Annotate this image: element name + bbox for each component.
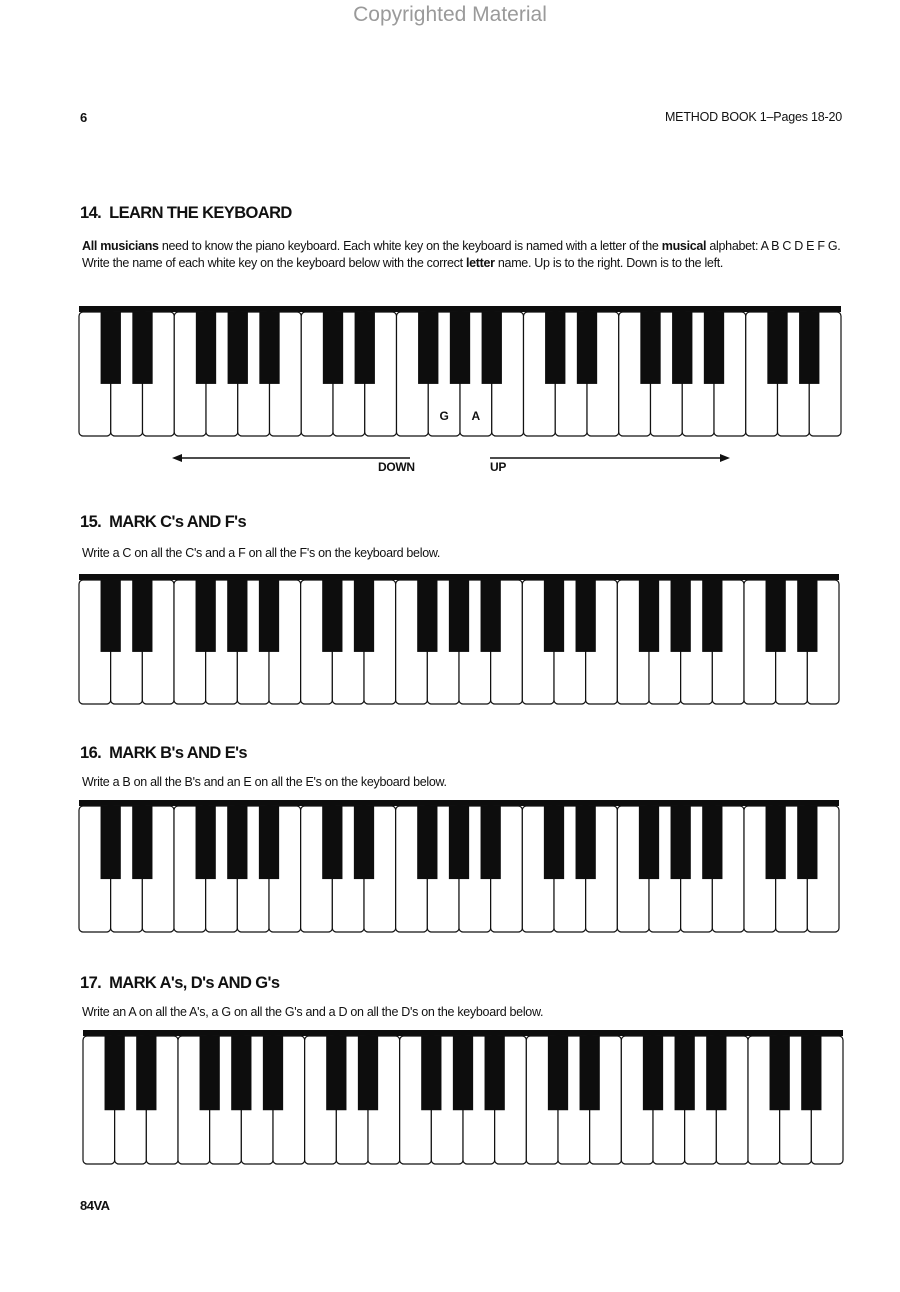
black-key [355, 312, 375, 384]
black-key [417, 580, 437, 652]
section-15-text: Write a C on all the C's and a F on all the F's on the keyboard below. [82, 546, 441, 560]
footer-code: 84VA [80, 1198, 110, 1213]
section-title-text: MARK B's AND E's [109, 744, 248, 762]
black-key [545, 312, 565, 384]
black-key [196, 806, 216, 879]
black-key [263, 1036, 283, 1110]
black-key [639, 806, 659, 879]
section-16-title [80, 744, 247, 763]
black-key [227, 806, 247, 879]
black-key [675, 1036, 695, 1110]
page-number: 6 [80, 110, 88, 125]
section-title-text: LEARN THE KEYBOARD [109, 204, 292, 222]
black-key [548, 1036, 568, 1110]
black-key [672, 312, 692, 384]
black-key [643, 1036, 663, 1110]
black-key [449, 580, 469, 652]
black-key [418, 312, 438, 384]
black-key [453, 1036, 473, 1110]
black-key [231, 1036, 251, 1110]
black-key [544, 580, 564, 652]
black-key [671, 806, 691, 879]
down-arrow-head [172, 454, 182, 462]
black-key [358, 1036, 378, 1110]
black-key [576, 806, 596, 879]
black-key [228, 312, 248, 384]
black-key [259, 580, 279, 652]
section-17-text: Write an A on all the A's, a G on all the G's and a D on all the D's on the keyboard below. [82, 1005, 544, 1019]
black-key [702, 806, 722, 879]
black-key [797, 580, 817, 652]
black-key [196, 312, 216, 384]
up-arrow-head [720, 454, 730, 462]
black-key [799, 312, 819, 384]
section-15-title [80, 513, 246, 532]
black-key [354, 580, 374, 652]
section-14-text: All musicians need to know the piano keyboard. Each white key on the keyboard is named with a letter of the musical alphabet: A B C D E F G. Write the name of each white key on the keyboard below with the correct letter name. Up is to the right. Down is to the left. [82, 239, 841, 270]
black-key [322, 580, 342, 652]
section-title-text: MARK C's AND F's [109, 513, 247, 531]
black-key [544, 806, 564, 879]
black-key [259, 312, 279, 384]
copyright-watermark: Copyrighted Material [353, 3, 547, 26]
black-key [766, 806, 786, 879]
direction-up-label: UP [490, 460, 507, 474]
keyboard-section-17 [82, 1030, 844, 1166]
black-key [704, 312, 724, 384]
section-number: 16. [80, 744, 102, 762]
black-key [200, 1036, 220, 1110]
section-17-title [80, 974, 279, 993]
black-key [421, 1036, 441, 1110]
black-key [354, 806, 374, 879]
black-key [227, 580, 247, 652]
keyboard-top-bar [79, 574, 839, 580]
section-16-text: Write a B on all the B's and an E on all the E's on the keyboard below. [82, 775, 447, 789]
section-14-title [80, 204, 292, 223]
keyboard-section-15 [78, 574, 840, 706]
running-head: METHOD BOOK 1–Pages 18-20 [664, 110, 842, 124]
keyboard-top-bar [79, 306, 841, 312]
black-key [797, 806, 817, 879]
black-key [580, 1036, 600, 1110]
keyboard-section-16 [78, 800, 840, 934]
black-key [449, 806, 469, 879]
black-key [770, 1036, 790, 1110]
black-key [577, 312, 597, 384]
black-key [196, 580, 216, 652]
keyboard-section-14 [78, 306, 842, 438]
section-number: 17. [80, 974, 102, 992]
section-number: 15. [80, 513, 102, 531]
black-key [702, 580, 722, 652]
black-key [481, 580, 501, 652]
black-key [639, 580, 659, 652]
black-key [105, 1036, 125, 1110]
black-key [132, 580, 152, 652]
black-key [101, 580, 121, 652]
black-key [766, 580, 786, 652]
black-key [482, 312, 502, 384]
key-label: A [471, 409, 481, 423]
keyboard-top-bar [79, 800, 839, 806]
black-key [326, 1036, 346, 1110]
section-title-text: MARK A's, D's AND G's [109, 974, 280, 992]
black-key [576, 580, 596, 652]
key-label: G [439, 409, 449, 423]
black-key [640, 312, 660, 384]
black-key [132, 312, 152, 384]
black-key [101, 806, 121, 879]
black-key [481, 806, 501, 879]
black-key [417, 806, 437, 879]
black-key [323, 312, 343, 384]
black-key [259, 806, 279, 879]
black-key [322, 806, 342, 879]
black-key [132, 806, 152, 879]
keyboard-top-bar [83, 1030, 843, 1036]
direction-down-label: DOWN [378, 460, 415, 474]
black-key [136, 1036, 156, 1110]
black-key [767, 312, 787, 384]
section-number: 14. [80, 204, 102, 222]
black-key [671, 580, 691, 652]
black-key [101, 312, 121, 384]
black-key [801, 1036, 821, 1110]
black-key [450, 312, 470, 384]
direction-arrows [160, 448, 740, 468]
black-key [706, 1036, 726, 1110]
black-key [485, 1036, 505, 1110]
